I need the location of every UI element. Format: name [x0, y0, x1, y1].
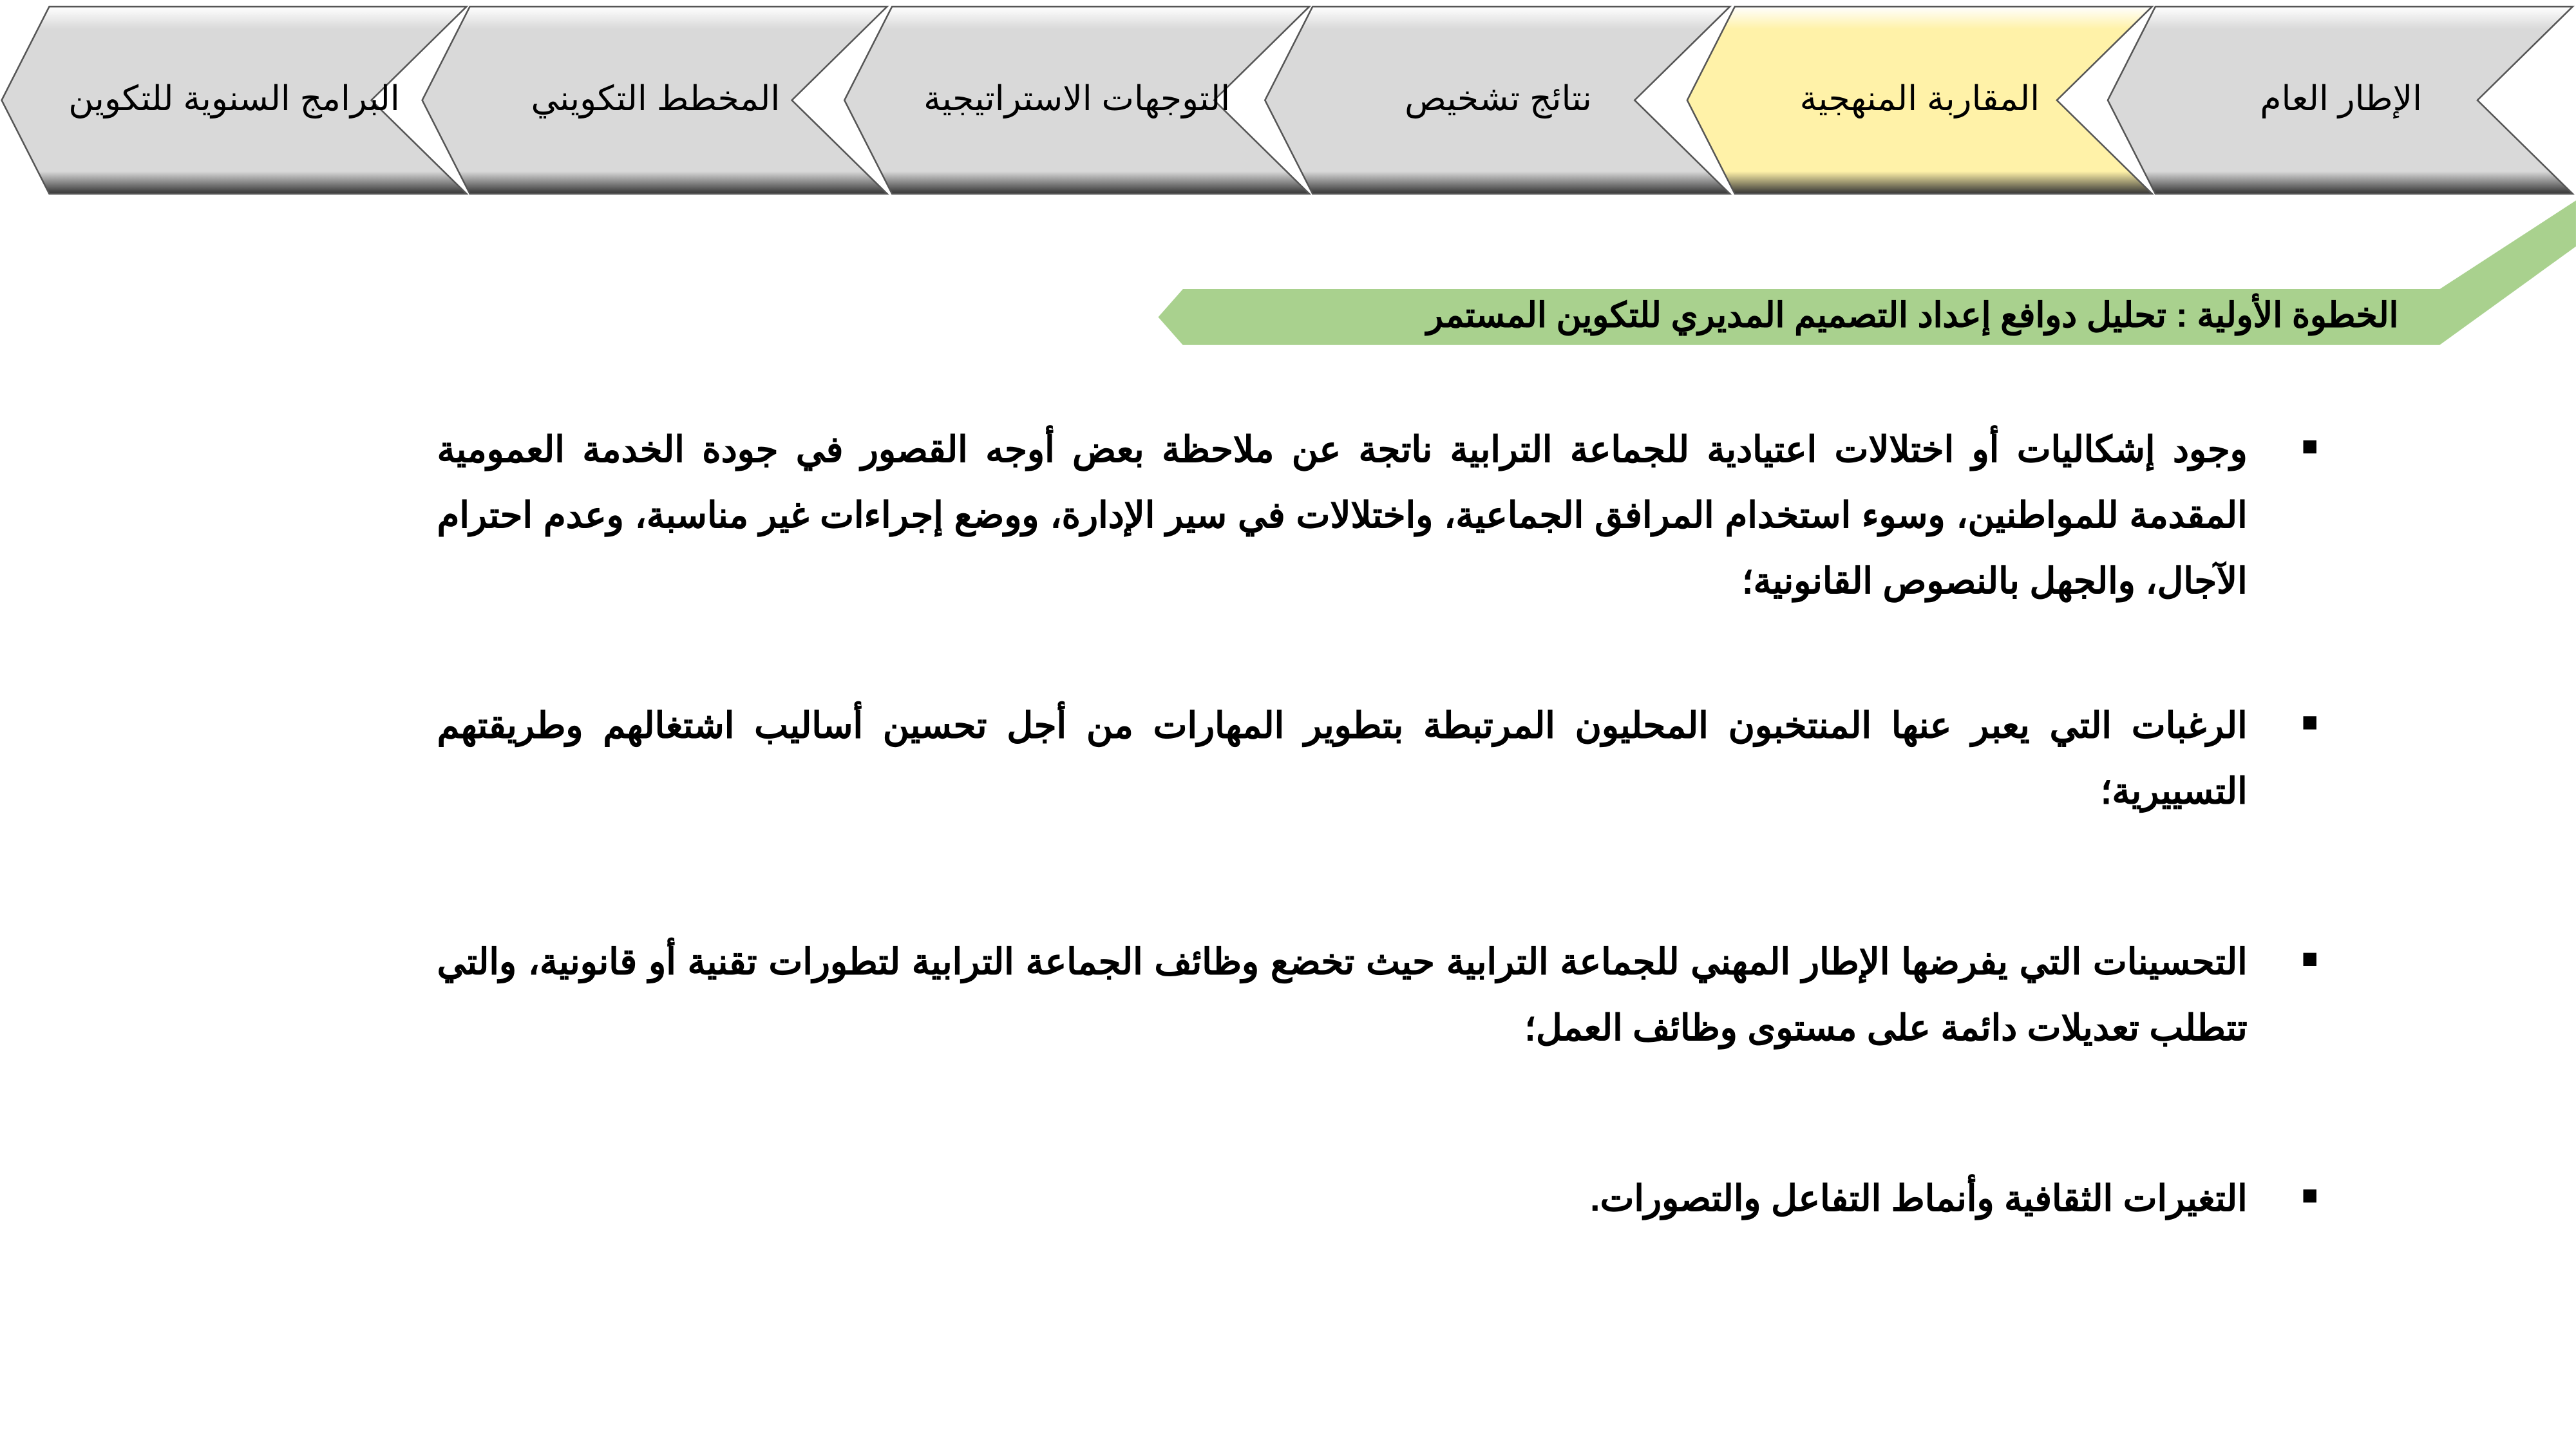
- bullet-item: التغيرات الثقافية وأنماط التفاعل والتصورات.: [437, 1166, 2248, 1232]
- bullet-item: وجود إشكاليات أو اختلالات اعتيادية للجماعة الترابية ناتجة عن ملاحظة بعض أوجه القصور في جودة الخدمة العمومية المقدمة للمواطنين، وسوء استخدام المرافق الجماعية، واختلالات في سير الإدارة، ووضع إجراءات غير مناسبة، وعدم احترام الآجال، والجهل بالنصوص القانونية؛: [437, 417, 2248, 614]
- bullet-item: التحسينات التي يفرضها الإطار المهني للجماعة الترابية حيث تخضع وظائف الجماعة الترابية لتطورات تقنية أو قانونية، والتي تتطلب تعديلات دائمة على مستوى وظائف العمل؛: [437, 930, 2248, 1061]
- step-label: المخطط التكويني: [531, 80, 781, 118]
- square-bullet-icon: [2304, 440, 2316, 453]
- square-bullet-icon: [2304, 953, 2316, 966]
- step-label: البرامج السنوية للتكوين: [68, 80, 400, 118]
- step-label: التوجهات الاستراتيجية: [923, 80, 1231, 118]
- bullet-item: الرغبات التي يعبر عنها المنتخبون المحليون المرتبطة بتطوير المهارات من أجل تحسين أساليب اشتغالهم وطريقتهم التسييرية؛: [437, 694, 2248, 825]
- square-bullet-icon: [2304, 1189, 2316, 1202]
- step-label: نتائج تشخيص: [1405, 80, 1592, 118]
- square-bullet-icon: [2304, 716, 2316, 729]
- step-label: المقاربة المنهجية: [1799, 80, 2040, 118]
- step-banner-title: الخطوة الأولية : تحليل دوافع إعداد التصميم المديري للتكوين المستمر: [1426, 297, 2399, 336]
- step-label: الإطار العام: [2260, 80, 2423, 118]
